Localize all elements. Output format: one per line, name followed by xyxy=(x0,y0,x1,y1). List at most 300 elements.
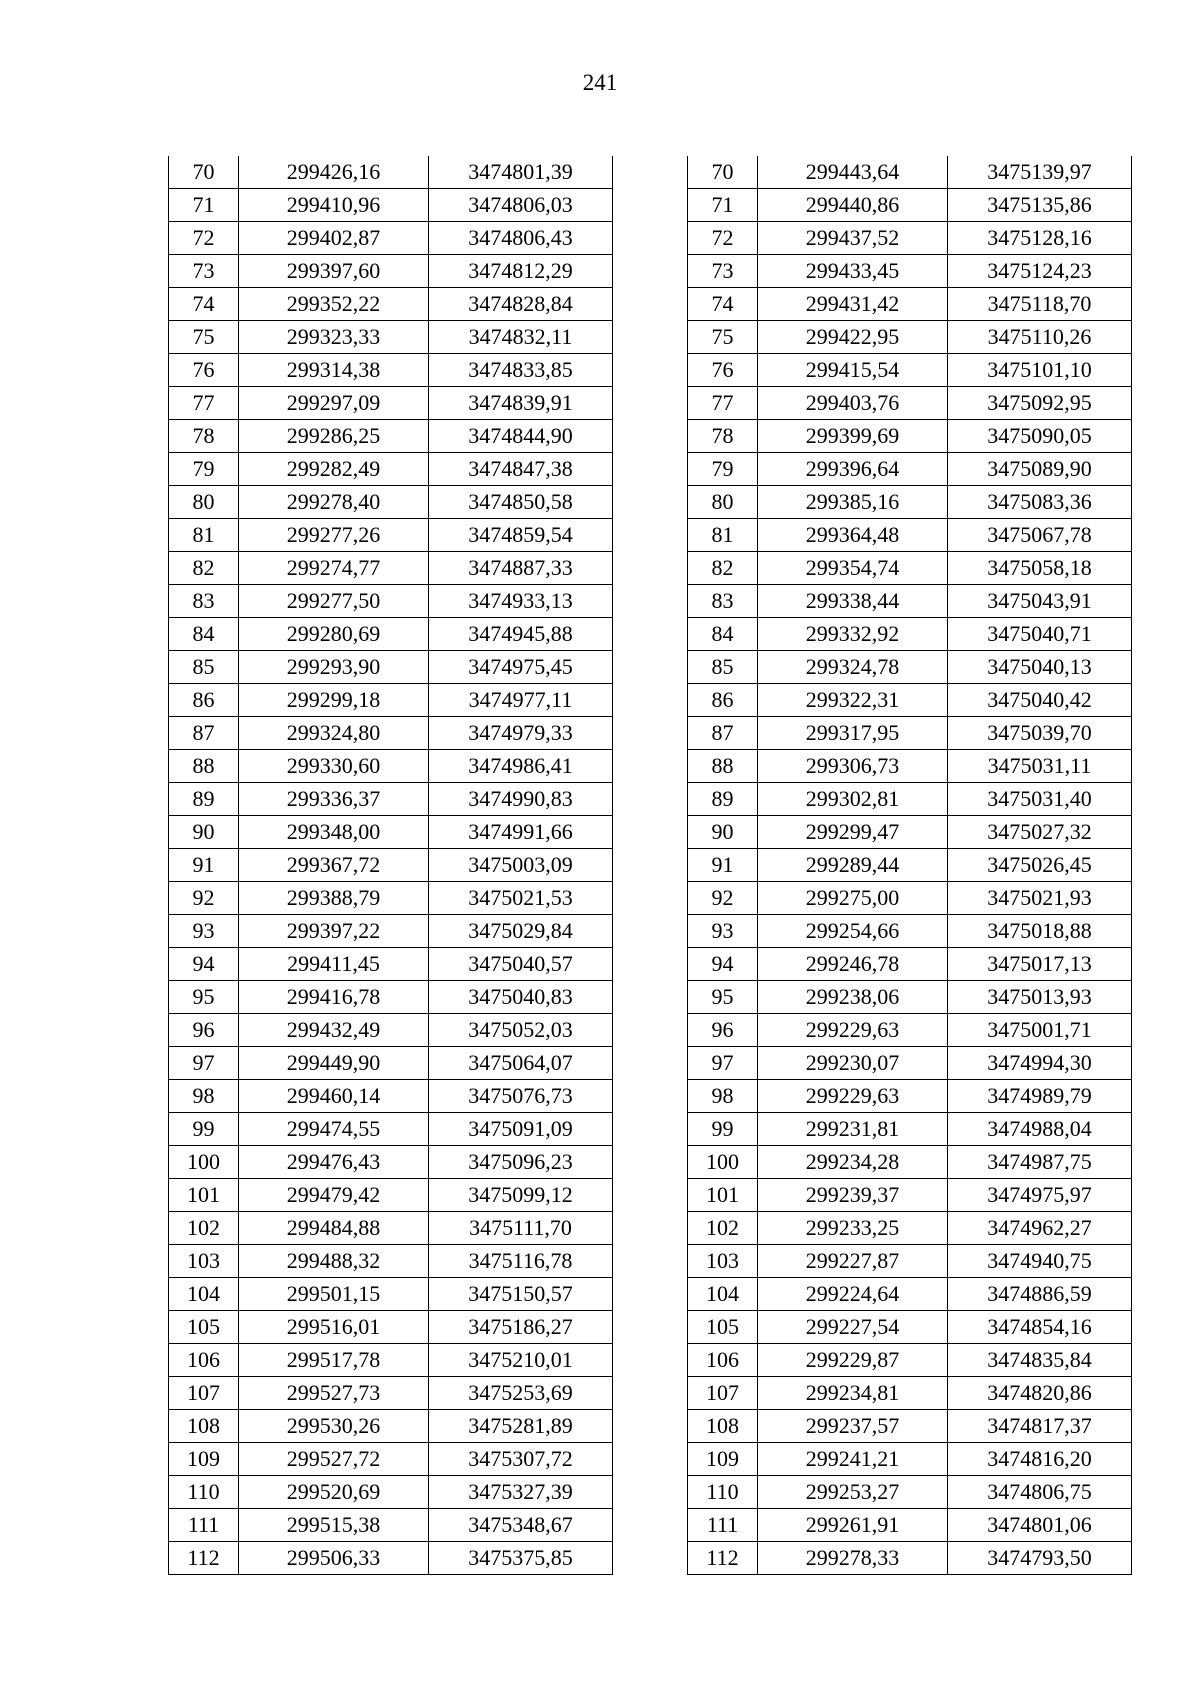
y-coordinate-cell: 3474977,11 xyxy=(429,684,613,717)
x-coordinate-cell: 299431,42 xyxy=(758,288,948,321)
x-coordinate-cell: 299336,37 xyxy=(239,783,429,816)
table-row xyxy=(688,1245,1132,1278)
x-coordinate-cell: 299277,26 xyxy=(239,519,429,552)
y-coordinate-cell: 3474990,83 xyxy=(429,783,613,816)
table-row xyxy=(688,750,1132,783)
x-coordinate-cell: 299277,50 xyxy=(239,585,429,618)
point-number-cell: 95 xyxy=(169,981,239,1014)
y-coordinate-cell: 3475018,88 xyxy=(948,915,1132,948)
table-row xyxy=(169,156,613,189)
point-number-cell: 70 xyxy=(688,156,758,189)
point-number-cell: 82 xyxy=(688,552,758,585)
table-row xyxy=(688,486,1132,519)
x-coordinate-cell: 299396,64 xyxy=(758,453,948,486)
x-coordinate-cell: 299229,63 xyxy=(758,1014,948,1047)
point-number-cell: 70 xyxy=(169,156,239,189)
point-number-cell: 77 xyxy=(169,387,239,420)
y-coordinate-cell: 3475021,93 xyxy=(948,882,1132,915)
y-coordinate-cell: 3474979,33 xyxy=(429,717,613,750)
point-number-cell: 74 xyxy=(169,288,239,321)
point-number-cell: 89 xyxy=(169,783,239,816)
x-coordinate-cell: 299324,78 xyxy=(758,651,948,684)
point-number-cell: 83 xyxy=(169,585,239,618)
point-number-cell: 78 xyxy=(688,420,758,453)
y-coordinate-cell: 3474828,84 xyxy=(429,288,613,321)
table-row xyxy=(169,1344,613,1377)
point-number-cell: 108 xyxy=(688,1410,758,1443)
point-number-cell: 81 xyxy=(169,519,239,552)
point-number-cell: 91 xyxy=(688,849,758,882)
point-number-cell: 98 xyxy=(169,1080,239,1113)
table-row xyxy=(688,585,1132,618)
table-row xyxy=(169,189,613,222)
y-coordinate-cell: 3475091,09 xyxy=(429,1113,613,1146)
x-coordinate-cell: 299246,78 xyxy=(758,948,948,981)
table-row xyxy=(688,1377,1132,1410)
x-coordinate-cell: 299388,79 xyxy=(239,882,429,915)
table-row xyxy=(169,651,613,684)
x-coordinate-cell: 299385,16 xyxy=(758,486,948,519)
point-number-cell: 71 xyxy=(169,189,239,222)
point-number-cell: 78 xyxy=(169,420,239,453)
point-number-cell: 76 xyxy=(169,354,239,387)
table-row xyxy=(688,783,1132,816)
point-number-cell: 106 xyxy=(169,1344,239,1377)
point-number-cell: 80 xyxy=(169,486,239,519)
x-coordinate-cell: 299411,45 xyxy=(239,948,429,981)
table-row xyxy=(688,1179,1132,1212)
point-number-cell: 112 xyxy=(169,1542,239,1575)
table-row xyxy=(169,519,613,552)
table-row xyxy=(688,1476,1132,1509)
point-number-cell: 112 xyxy=(688,1542,758,1575)
point-number-cell: 71 xyxy=(688,189,758,222)
x-coordinate-cell: 299516,01 xyxy=(239,1311,429,1344)
y-coordinate-cell: 3474812,29 xyxy=(429,255,613,288)
point-number-cell: 96 xyxy=(169,1014,239,1047)
table-row xyxy=(169,717,613,750)
table-row xyxy=(688,651,1132,684)
y-coordinate-cell: 3474832,11 xyxy=(429,321,613,354)
table-row xyxy=(169,1212,613,1245)
x-coordinate-cell: 299323,33 xyxy=(239,321,429,354)
y-coordinate-cell: 3475135,86 xyxy=(948,189,1132,222)
table-row xyxy=(688,189,1132,222)
point-number-cell: 103 xyxy=(688,1245,758,1278)
table-row xyxy=(169,1542,613,1575)
point-number-cell: 93 xyxy=(688,915,758,948)
point-number-cell: 111 xyxy=(169,1509,239,1542)
y-coordinate-cell: 3474886,59 xyxy=(948,1278,1132,1311)
point-number-cell: 102 xyxy=(169,1212,239,1245)
x-coordinate-cell: 299433,45 xyxy=(758,255,948,288)
y-coordinate-cell: 3474988,04 xyxy=(948,1113,1132,1146)
x-coordinate-cell: 299224,64 xyxy=(758,1278,948,1311)
point-number-cell: 109 xyxy=(169,1443,239,1476)
table-row xyxy=(688,1080,1132,1113)
y-coordinate-cell: 3475089,90 xyxy=(948,453,1132,486)
x-coordinate-cell: 299474,55 xyxy=(239,1113,429,1146)
point-number-cell: 100 xyxy=(688,1146,758,1179)
table-row xyxy=(169,1311,613,1344)
y-coordinate-cell: 3474989,79 xyxy=(948,1080,1132,1113)
x-coordinate-cell: 299432,49 xyxy=(239,1014,429,1047)
table-row xyxy=(169,1146,613,1179)
table-row xyxy=(688,1047,1132,1080)
point-number-cell: 94 xyxy=(169,948,239,981)
table-row xyxy=(169,387,613,420)
x-coordinate-cell: 299354,74 xyxy=(758,552,948,585)
y-coordinate-cell: 3475040,83 xyxy=(429,981,613,1014)
y-coordinate-cell: 3474975,97 xyxy=(948,1179,1132,1212)
y-coordinate-cell: 3475348,67 xyxy=(429,1509,613,1542)
point-number-cell: 88 xyxy=(688,750,758,783)
page-number: 241 xyxy=(582,70,618,95)
table-row xyxy=(688,156,1132,189)
y-coordinate-cell: 3474854,16 xyxy=(948,1311,1132,1344)
y-coordinate-cell: 3475101,10 xyxy=(948,354,1132,387)
y-coordinate-cell: 3475026,45 xyxy=(948,849,1132,882)
y-coordinate-cell: 3475076,73 xyxy=(429,1080,613,1113)
x-coordinate-cell: 299416,78 xyxy=(239,981,429,1014)
x-coordinate-cell: 299233,25 xyxy=(758,1212,948,1245)
table-row xyxy=(169,255,613,288)
table-row xyxy=(169,420,613,453)
point-number-cell: 74 xyxy=(688,288,758,321)
y-coordinate-cell: 3475111,70 xyxy=(429,1212,613,1245)
x-coordinate-cell: 299348,00 xyxy=(239,816,429,849)
y-coordinate-cell: 3474887,33 xyxy=(429,552,613,585)
x-coordinate-cell: 299237,57 xyxy=(758,1410,948,1443)
x-coordinate-cell: 299484,88 xyxy=(239,1212,429,1245)
table-row xyxy=(169,816,613,849)
x-coordinate-cell: 299275,00 xyxy=(758,882,948,915)
y-coordinate-cell: 3474987,75 xyxy=(948,1146,1132,1179)
point-number-cell: 105 xyxy=(688,1311,758,1344)
x-coordinate-cell: 299520,69 xyxy=(239,1476,429,1509)
point-number-cell: 86 xyxy=(169,684,239,717)
x-coordinate-cell: 299239,37 xyxy=(758,1179,948,1212)
point-number-cell: 107 xyxy=(688,1377,758,1410)
x-coordinate-cell: 299299,47 xyxy=(758,816,948,849)
y-coordinate-cell: 3474945,88 xyxy=(429,618,613,651)
table-row xyxy=(688,849,1132,882)
y-coordinate-cell: 3474986,41 xyxy=(429,750,613,783)
point-number-cell: 100 xyxy=(169,1146,239,1179)
y-coordinate-cell: 3475029,84 xyxy=(429,915,613,948)
table-row xyxy=(688,1014,1132,1047)
x-coordinate-cell: 299460,14 xyxy=(239,1080,429,1113)
x-coordinate-cell: 299332,92 xyxy=(758,618,948,651)
table-row xyxy=(169,1509,613,1542)
point-number-cell: 97 xyxy=(688,1047,758,1080)
y-coordinate-cell: 3475116,78 xyxy=(429,1245,613,1278)
point-number-cell: 72 xyxy=(688,222,758,255)
y-coordinate-cell: 3474962,27 xyxy=(948,1212,1132,1245)
point-number-cell: 79 xyxy=(169,453,239,486)
y-coordinate-cell: 3475110,26 xyxy=(948,321,1132,354)
x-coordinate-cell: 299229,63 xyxy=(758,1080,948,1113)
x-coordinate-cell: 299476,43 xyxy=(239,1146,429,1179)
point-number-cell: 84 xyxy=(169,618,239,651)
table-row xyxy=(169,1080,613,1113)
point-number-cell: 91 xyxy=(169,849,239,882)
y-coordinate-cell: 3474817,37 xyxy=(948,1410,1132,1443)
table-row xyxy=(169,882,613,915)
table-row xyxy=(688,453,1132,486)
point-number-cell: 92 xyxy=(688,882,758,915)
x-coordinate-cell: 299227,87 xyxy=(758,1245,948,1278)
y-coordinate-cell: 3475003,09 xyxy=(429,849,613,882)
point-number-cell: 103 xyxy=(169,1245,239,1278)
y-coordinate-cell: 3475139,97 xyxy=(948,156,1132,189)
point-number-cell: 105 xyxy=(169,1311,239,1344)
table-row xyxy=(169,684,613,717)
table-row xyxy=(169,1014,613,1047)
point-number-cell: 101 xyxy=(169,1179,239,1212)
table-row xyxy=(688,1344,1132,1377)
y-coordinate-cell: 3474820,86 xyxy=(948,1377,1132,1410)
x-coordinate-cell: 299506,33 xyxy=(239,1542,429,1575)
coordinates-table-right xyxy=(687,156,1132,1575)
x-coordinate-cell: 299399,69 xyxy=(758,420,948,453)
point-number-cell: 88 xyxy=(169,750,239,783)
x-coordinate-cell: 299324,80 xyxy=(239,717,429,750)
table-row xyxy=(688,684,1132,717)
point-number-cell: 98 xyxy=(688,1080,758,1113)
y-coordinate-cell: 3475375,85 xyxy=(429,1542,613,1575)
y-coordinate-cell: 3475124,23 xyxy=(948,255,1132,288)
y-coordinate-cell: 3474835,84 xyxy=(948,1344,1132,1377)
x-coordinate-cell: 299527,72 xyxy=(239,1443,429,1476)
x-coordinate-cell: 299306,73 xyxy=(758,750,948,783)
table-row xyxy=(169,1443,613,1476)
table-row xyxy=(169,288,613,321)
y-coordinate-cell: 3475058,18 xyxy=(948,552,1132,585)
y-coordinate-cell: 3475083,36 xyxy=(948,486,1132,519)
table-row xyxy=(688,882,1132,915)
y-coordinate-cell: 3474806,43 xyxy=(429,222,613,255)
point-number-cell: 109 xyxy=(688,1443,758,1476)
table-row xyxy=(688,1212,1132,1245)
table-row xyxy=(688,981,1132,1014)
table-row xyxy=(169,750,613,783)
x-coordinate-cell: 299364,48 xyxy=(758,519,948,552)
y-coordinate-cell: 3475253,69 xyxy=(429,1377,613,1410)
table-row xyxy=(688,915,1132,948)
point-number-cell: 76 xyxy=(688,354,758,387)
y-coordinate-cell: 3475150,57 xyxy=(429,1278,613,1311)
x-coordinate-cell: 299297,09 xyxy=(239,387,429,420)
table-row xyxy=(169,453,613,486)
point-number-cell: 108 xyxy=(169,1410,239,1443)
y-coordinate-cell: 3475186,27 xyxy=(429,1311,613,1344)
point-number-cell: 99 xyxy=(688,1113,758,1146)
x-coordinate-cell: 299515,38 xyxy=(239,1509,429,1542)
x-coordinate-cell: 299278,40 xyxy=(239,486,429,519)
x-coordinate-cell: 299397,22 xyxy=(239,915,429,948)
table-row xyxy=(688,387,1132,420)
x-coordinate-cell: 299302,81 xyxy=(758,783,948,816)
point-number-cell: 82 xyxy=(169,552,239,585)
y-coordinate-cell: 3474833,85 xyxy=(429,354,613,387)
x-coordinate-cell: 299440,86 xyxy=(758,189,948,222)
point-number-cell: 110 xyxy=(688,1476,758,1509)
x-coordinate-cell: 299234,81 xyxy=(758,1377,948,1410)
table-row xyxy=(688,1509,1132,1542)
point-number-cell: 85 xyxy=(688,651,758,684)
y-coordinate-cell: 3474839,91 xyxy=(429,387,613,420)
point-number-cell: 90 xyxy=(169,816,239,849)
y-coordinate-cell: 3475210,01 xyxy=(429,1344,613,1377)
x-coordinate-cell: 299338,44 xyxy=(758,585,948,618)
x-coordinate-cell: 299410,96 xyxy=(239,189,429,222)
table-row xyxy=(688,519,1132,552)
x-coordinate-cell: 299317,95 xyxy=(758,717,948,750)
table-row xyxy=(169,1476,613,1509)
x-coordinate-cell: 299437,52 xyxy=(758,222,948,255)
table-row xyxy=(688,618,1132,651)
y-coordinate-cell: 3474850,58 xyxy=(429,486,613,519)
point-number-cell: 107 xyxy=(169,1377,239,1410)
x-coordinate-cell: 299517,78 xyxy=(239,1344,429,1377)
y-coordinate-cell: 3475017,13 xyxy=(948,948,1132,981)
point-number-cell: 111 xyxy=(688,1509,758,1542)
y-coordinate-cell: 3474793,50 xyxy=(948,1542,1132,1575)
y-coordinate-cell: 3475281,89 xyxy=(429,1410,613,1443)
point-number-cell: 97 xyxy=(169,1047,239,1080)
y-coordinate-cell: 3474991,66 xyxy=(429,816,613,849)
table-row xyxy=(688,1146,1132,1179)
table-row xyxy=(688,816,1132,849)
y-coordinate-cell: 3474933,13 xyxy=(429,585,613,618)
x-coordinate-cell: 299274,77 xyxy=(239,552,429,585)
table-row xyxy=(688,1542,1132,1575)
point-number-cell: 83 xyxy=(688,585,758,618)
y-coordinate-cell: 3474806,03 xyxy=(429,189,613,222)
table-row xyxy=(688,255,1132,288)
y-coordinate-cell: 3475040,42 xyxy=(948,684,1132,717)
point-number-cell: 75 xyxy=(688,321,758,354)
point-number-cell: 80 xyxy=(688,486,758,519)
point-number-cell: 96 xyxy=(688,1014,758,1047)
point-number-cell: 94 xyxy=(688,948,758,981)
point-number-cell: 77 xyxy=(688,387,758,420)
point-number-cell: 106 xyxy=(688,1344,758,1377)
table-row xyxy=(688,948,1132,981)
x-coordinate-cell: 299314,38 xyxy=(239,354,429,387)
x-coordinate-cell: 299227,54 xyxy=(758,1311,948,1344)
table-row xyxy=(169,1047,613,1080)
table-row xyxy=(169,222,613,255)
x-coordinate-cell: 299367,72 xyxy=(239,849,429,882)
y-coordinate-cell: 3474801,06 xyxy=(948,1509,1132,1542)
point-number-cell: 87 xyxy=(169,717,239,750)
x-coordinate-cell: 299449,90 xyxy=(239,1047,429,1080)
y-coordinate-cell: 3475052,03 xyxy=(429,1014,613,1047)
table-row xyxy=(688,288,1132,321)
x-coordinate-cell: 299293,90 xyxy=(239,651,429,684)
point-number-cell: 95 xyxy=(688,981,758,1014)
point-number-cell: 104 xyxy=(688,1278,758,1311)
y-coordinate-cell: 3474994,30 xyxy=(948,1047,1132,1080)
table-row xyxy=(169,486,613,519)
table-row xyxy=(169,1113,613,1146)
x-coordinate-cell: 299280,69 xyxy=(239,618,429,651)
y-coordinate-cell: 3475031,11 xyxy=(948,750,1132,783)
point-number-cell: 101 xyxy=(688,1179,758,1212)
point-number-cell: 102 xyxy=(688,1212,758,1245)
table-row xyxy=(169,1410,613,1443)
x-coordinate-cell: 299530,26 xyxy=(239,1410,429,1443)
y-coordinate-cell: 3475064,07 xyxy=(429,1047,613,1080)
y-coordinate-cell: 3474859,54 xyxy=(429,519,613,552)
x-coordinate-cell: 299230,07 xyxy=(758,1047,948,1080)
y-coordinate-cell: 3475092,95 xyxy=(948,387,1132,420)
y-coordinate-cell: 3475027,32 xyxy=(948,816,1132,849)
y-coordinate-cell: 3474844,90 xyxy=(429,420,613,453)
table-row xyxy=(169,585,613,618)
y-coordinate-cell: 3475090,05 xyxy=(948,420,1132,453)
y-coordinate-cell: 3474801,39 xyxy=(429,156,613,189)
x-coordinate-cell: 299253,27 xyxy=(758,1476,948,1509)
table-row xyxy=(169,1179,613,1212)
y-coordinate-cell: 3475040,71 xyxy=(948,618,1132,651)
x-coordinate-cell: 299289,44 xyxy=(758,849,948,882)
point-number-cell: 72 xyxy=(169,222,239,255)
table-row xyxy=(688,717,1132,750)
x-coordinate-cell: 299238,06 xyxy=(758,981,948,1014)
x-coordinate-cell: 299422,95 xyxy=(758,321,948,354)
point-number-cell: 86 xyxy=(688,684,758,717)
y-coordinate-cell: 3475001,71 xyxy=(948,1014,1132,1047)
table-row xyxy=(169,552,613,585)
point-number-cell: 73 xyxy=(169,255,239,288)
point-number-cell: 75 xyxy=(169,321,239,354)
point-number-cell: 73 xyxy=(688,255,758,288)
y-coordinate-cell: 3475040,13 xyxy=(948,651,1132,684)
point-number-cell: 84 xyxy=(688,618,758,651)
x-coordinate-cell: 299402,87 xyxy=(239,222,429,255)
x-coordinate-cell: 299397,60 xyxy=(239,255,429,288)
point-number-cell: 79 xyxy=(688,453,758,486)
point-number-cell: 93 xyxy=(169,915,239,948)
table-row xyxy=(688,1113,1132,1146)
table-row xyxy=(169,948,613,981)
point-number-cell: 81 xyxy=(688,519,758,552)
point-number-cell: 104 xyxy=(169,1278,239,1311)
table-row xyxy=(688,321,1132,354)
point-number-cell: 99 xyxy=(169,1113,239,1146)
y-coordinate-cell: 3475096,23 xyxy=(429,1146,613,1179)
y-coordinate-cell: 3475021,53 xyxy=(429,882,613,915)
y-coordinate-cell: 3475040,57 xyxy=(429,948,613,981)
y-coordinate-cell: 3475118,70 xyxy=(948,288,1132,321)
y-coordinate-cell: 3474975,45 xyxy=(429,651,613,684)
y-coordinate-cell: 3475031,40 xyxy=(948,783,1132,816)
x-coordinate-cell: 299254,66 xyxy=(758,915,948,948)
table-row xyxy=(688,1443,1132,1476)
point-number-cell: 87 xyxy=(688,717,758,750)
table-row xyxy=(688,420,1132,453)
table-row xyxy=(169,1377,613,1410)
table-row xyxy=(169,915,613,948)
point-number-cell: 92 xyxy=(169,882,239,915)
table-row xyxy=(688,354,1132,387)
y-coordinate-cell: 3474847,38 xyxy=(429,453,613,486)
x-coordinate-cell: 299231,81 xyxy=(758,1113,948,1146)
x-coordinate-cell: 299488,32 xyxy=(239,1245,429,1278)
